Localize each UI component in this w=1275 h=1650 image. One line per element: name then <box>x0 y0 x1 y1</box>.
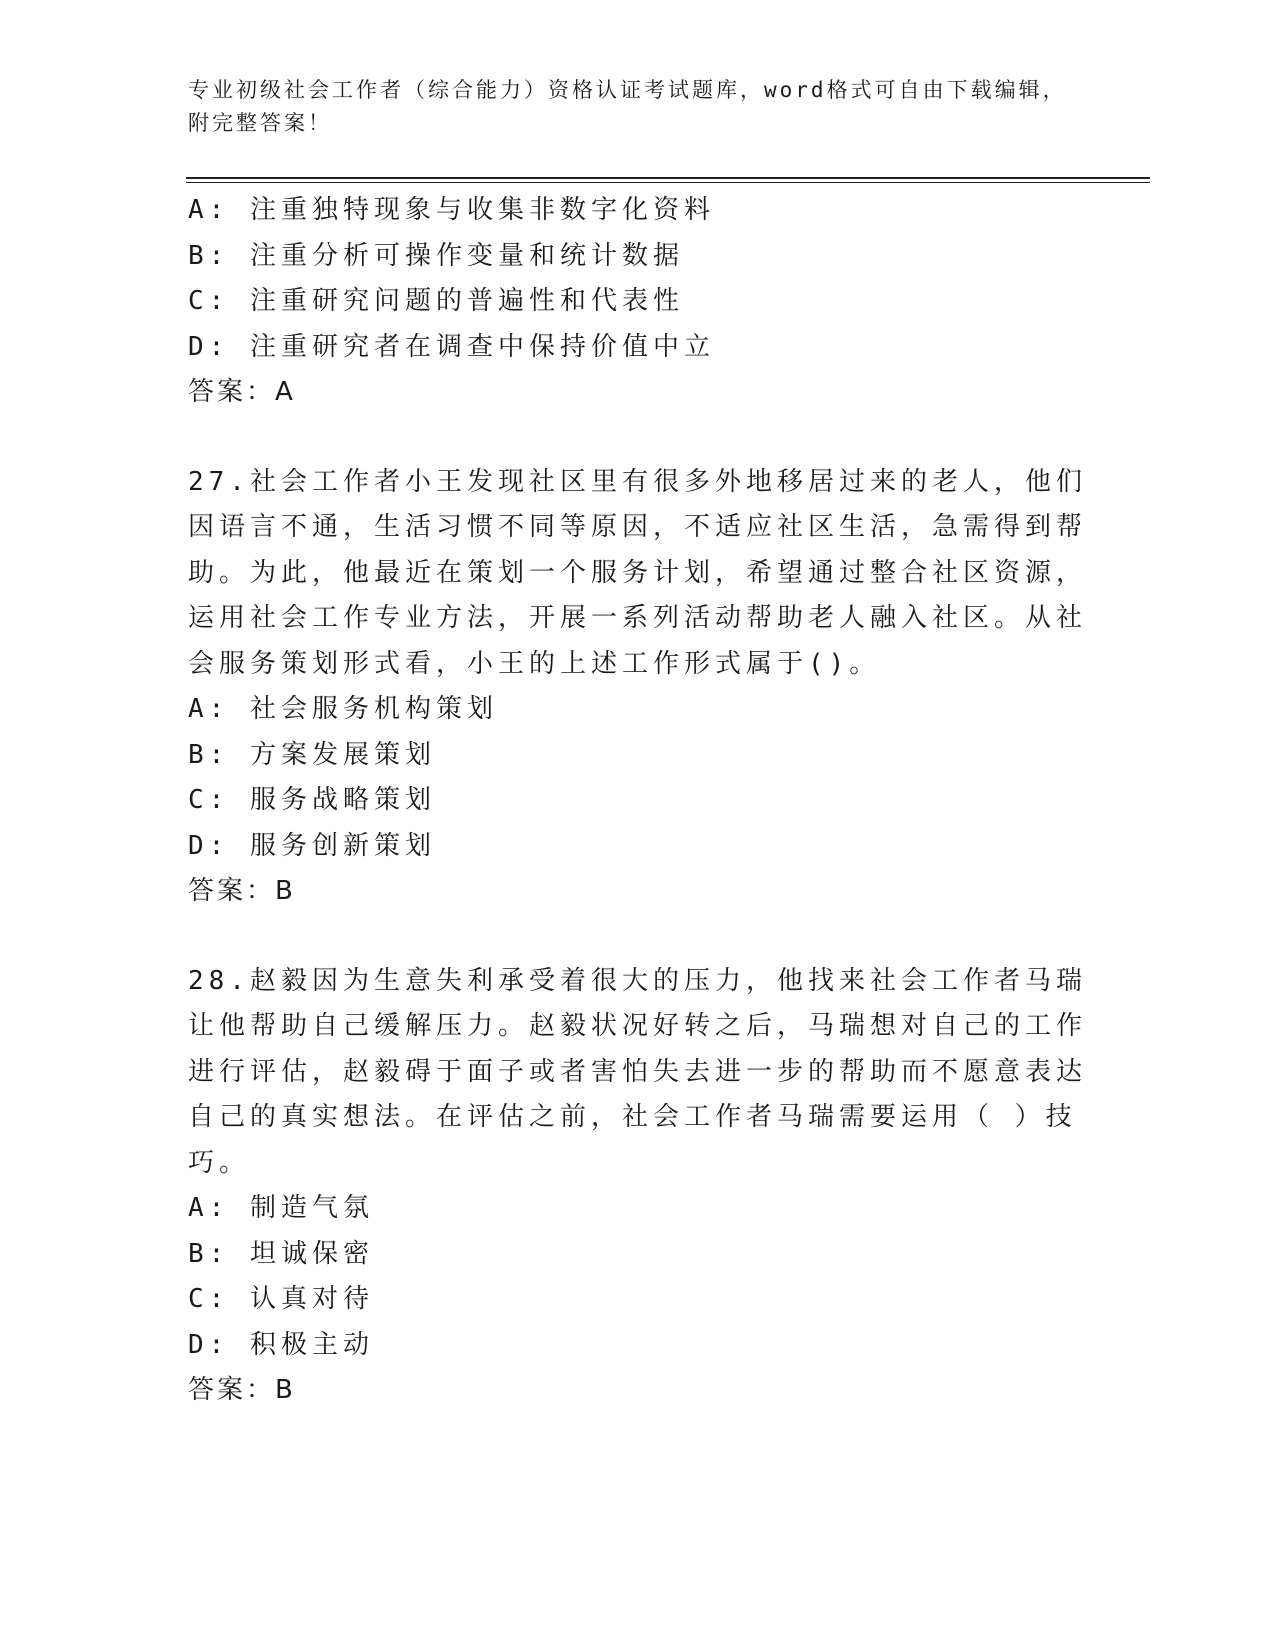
option-b: B: 方案发展策划 <box>188 739 436 770</box>
question-stem: 27.社会工作者小王发现社区里有很多外地移居过来的老人，他们因语言不通，生活习惯不同等原因，不适应社区生活，急需得到帮助。为此，他最近在策划一个服务计划，希望通过整合社区资源，运用社会工作专业方法，开展一系列活动帮助老人融入社区。从社会服务策划形式看，小王的上述工作形式属于()。 <box>188 466 1088 679</box>
option-b: B: 注重分析可操作变量和统计数据 <box>188 240 684 271</box>
answer: 答案：B <box>188 1375 296 1405</box>
header-rule-thin <box>186 182 1150 183</box>
option-a: A: 社会服务机构策划 <box>188 694 498 724</box>
question-26 <box>188 188 1088 416</box>
option-c: C: 认真对待 <box>188 1284 374 1314</box>
header-rule <box>186 177 1150 179</box>
option-a: A: 制造气氛 <box>188 1193 374 1223</box>
document-header: 专业初级社会工作者（综合能力）资格认证考试题库，word格式可自由下载编辑，附完整答案！ <box>188 78 1067 135</box>
option-a: A: 注重独特现象与收集非数字化资料 <box>188 195 715 225</box>
option-d: D: 服务创新策划 <box>188 830 436 861</box>
option-d: D: 积极主动 <box>188 1329 374 1360</box>
option-b: B: 坦诚保密 <box>188 1238 374 1269</box>
option-c: C: 注重研究问题的普遍性和代表性 <box>188 286 684 316</box>
answer: 答案：A <box>188 377 296 407</box>
question-28 <box>188 959 1088 1414</box>
option-d: D: 注重研究者在调查中保持价值中立 <box>188 331 715 362</box>
question-stem: 28.赵毅因为生意失利承受着很大的压力，他找来社会工作者马瑞让他帮助自己缓解压力。赵毅状况好转之后，马瑞想对自己的工作进行评估，赵毅碍于面子或者害怕失去进一步的帮助而不愿意表达自己的真实想法。在评估之前，社会工作者马瑞需要运用（ ）技巧。 <box>188 965 1088 1178</box>
answer: 答案：B <box>188 876 296 906</box>
question-27 <box>188 460 1088 915</box>
question-list <box>188 188 1088 1414</box>
option-c: C: 服务战略策划 <box>188 785 436 815</box>
